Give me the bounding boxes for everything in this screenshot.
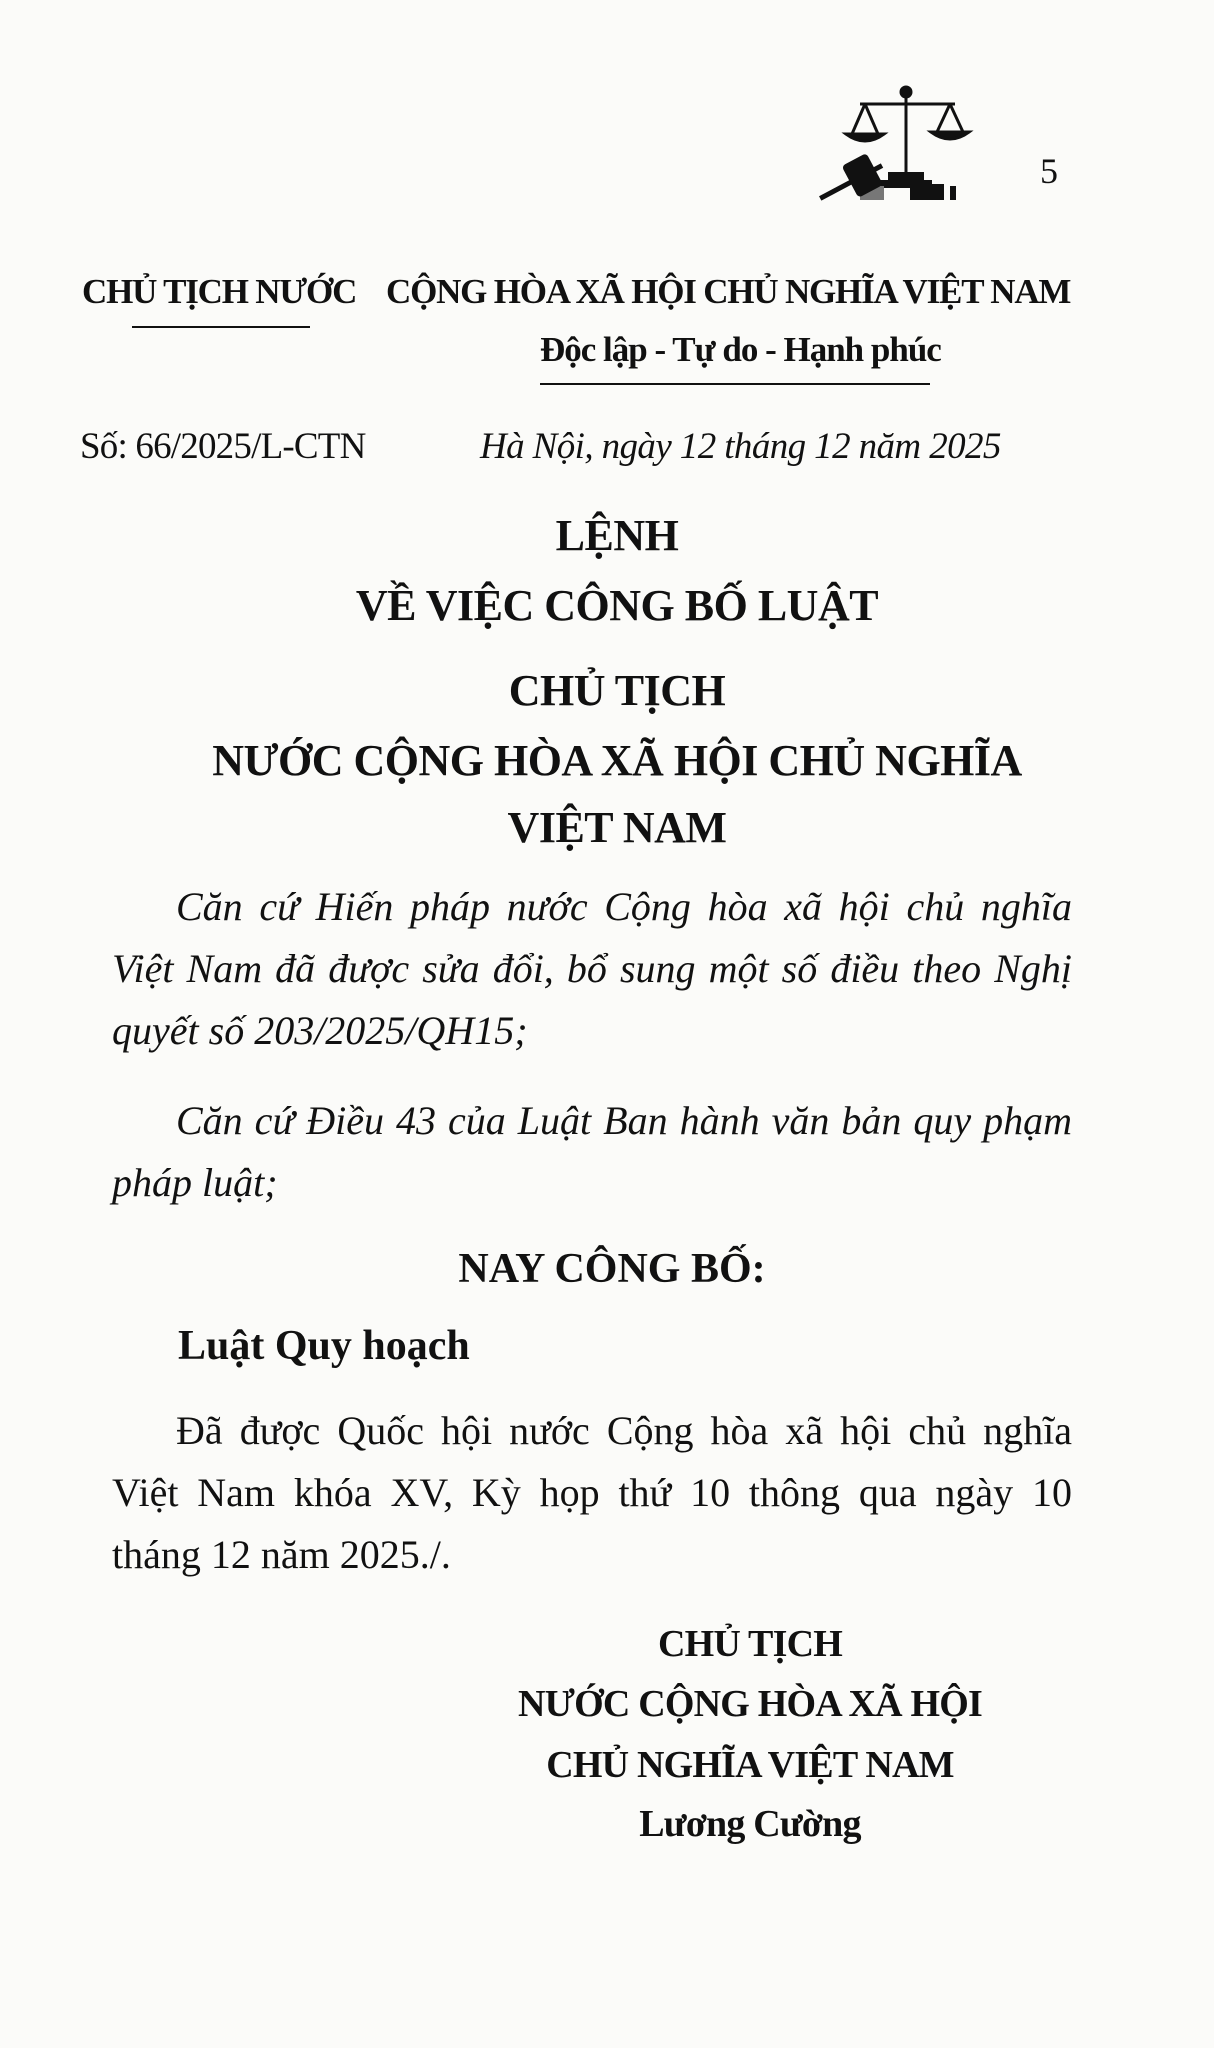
national-title: CỘNG HÒA XÃ HỘI CHỦ NGHĨA VIỆT NAM [386, 272, 1071, 311]
issuer-name: CHỦ TỊCH NƯỚC [82, 272, 357, 311]
law-name: Luật Quy hoạch [178, 1323, 470, 1369]
document-number: Số: 66/2025/L-CTN [80, 426, 366, 467]
scales-of-justice-gavel-icon [810, 82, 980, 202]
signatory-title-line3: CHỦ NGHĨA VIỆT NAM [546, 1744, 954, 1786]
issuer-underline [132, 326, 310, 328]
signatory-title-line2: NƯỚC CỘNG HÒA XÃ HỘI [518, 1683, 982, 1725]
document-subject-title: VỀ VIỆC CÔNG BỐ LUẬT [355, 581, 879, 630]
proclamation-heading: NAY CÔNG BỐ: [458, 1246, 766, 1292]
motto-underline [540, 383, 930, 385]
authority-title-line2: NƯỚC CỘNG HÒA XÃ HỘI CHỦ NGHĨA [212, 736, 1022, 785]
signatory-name: Lương Cường [639, 1803, 861, 1845]
page-number: 5 [1040, 151, 1058, 191]
legal-basis-paragraph-2: Căn cứ Điều 43 của Luật Ban hành văn bản quy phạm pháp luật; [112, 1098, 1072, 1205]
national-motto: Độc lập - Tự do - Hạnh phúc [540, 330, 941, 369]
authority-title-line1: CHỦ TỊCH [508, 666, 726, 715]
legal-basis-paragraph-1: Căn cứ Hiến pháp nước Cộng hòa xã hội chủ nghĩa Việt Nam đã được sửa đổi, bổ sung một số điều theo Nghị quyết số 203/2025/QH15; [112, 884, 1072, 1053]
signatory-title-line1: CHỦ TỊCH [658, 1623, 842, 1665]
document-type-title: LỆNH [555, 511, 679, 560]
adoption-statement: Đã được Quốc hội nước Cộng hòa xã hội chủ nghĩa Việt Nam khóa XV, Kỳ họp thứ 10 thông qua ngày 10 tháng 12 năm 2025./. [112, 1408, 1072, 1577]
authority-title-line3: VIỆT NAM [507, 803, 727, 852]
place-and-date: Hà Nội, ngày 12 tháng 12 năm 2025 [480, 426, 1001, 467]
